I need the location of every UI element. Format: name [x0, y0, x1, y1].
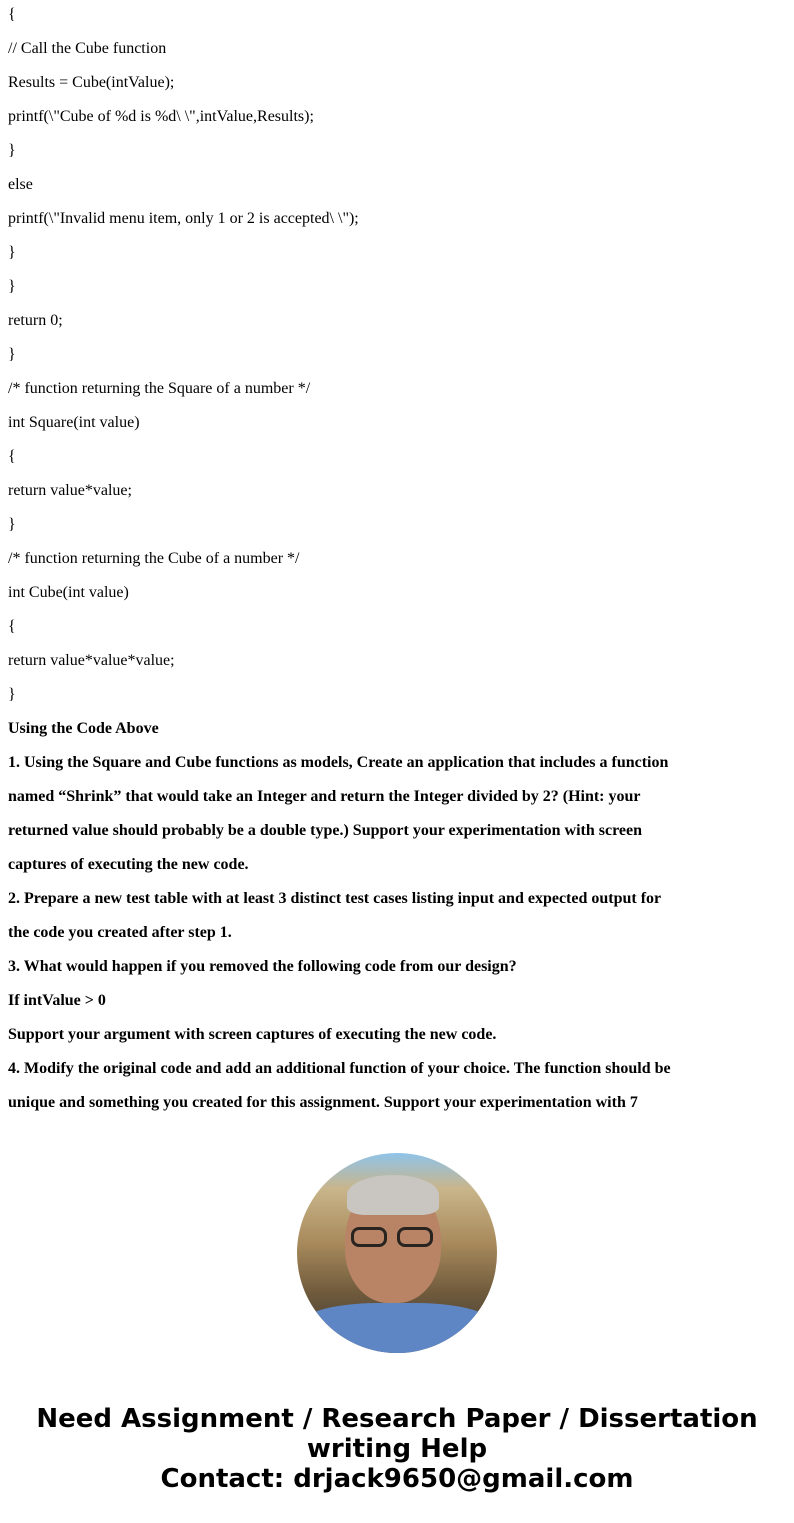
- code-line: return value*value*value;: [8, 652, 175, 669]
- code-line: }: [8, 346, 16, 363]
- code-line: }: [8, 278, 16, 295]
- contact-email: Contact: drjack9650@gmail.com: [160, 1464, 634, 1494]
- banner-line: Need Assignment / Research Paper / Dissertation: [36, 1404, 758, 1434]
- code-line: int Cube(int value): [8, 584, 129, 601]
- question-line: returned value should probably be a double type.) Support your experimentation with screen: [8, 822, 642, 839]
- code-line: else: [8, 176, 33, 193]
- code-line: Results = Cube(intValue);: [8, 74, 175, 91]
- question-line: named “Shrink” that would take an Integer and return the Integer divided by 2? (Hint: your: [8, 788, 641, 805]
- question-line: Support your argument with screen captures of executing the new code.: [8, 1026, 497, 1043]
- question-line: captures of executing the new code.: [8, 856, 249, 873]
- question-line: 1. Using the Square and Cube functions as models, Create an application that includes a function: [8, 754, 669, 771]
- code-line: /* function returning the Cube of a number */: [8, 550, 300, 567]
- code-line: printf(\"Cube of %d is %d\ \",intValue,Results);: [8, 108, 314, 125]
- code-line: {: [8, 6, 16, 23]
- document-body: [8, 0, 671, 1120]
- assignment-questions: [8, 712, 671, 1120]
- question-line: 3. What would happen if you removed the following code from our design?: [8, 958, 517, 975]
- code-line: /* function returning the Square of a number */: [8, 380, 311, 397]
- author-photo: [297, 1153, 497, 1353]
- question-line: unique and something you created for this assignment. Support your experimentation with 7: [8, 1094, 638, 1111]
- question-line: Using the Code Above: [8, 720, 159, 737]
- code-line: return 0;: [8, 312, 63, 329]
- code-line: return value*value;: [8, 482, 132, 499]
- code-line: printf(\"Invalid menu item, only 1 or 2 is accepted\ \");: [8, 210, 359, 227]
- banner-line: writing Help: [306, 1434, 488, 1464]
- glasses-icon: [351, 1227, 435, 1249]
- code-line: }: [8, 142, 16, 159]
- code-line: }: [8, 516, 16, 533]
- question-line: the code you created after step 1.: [8, 924, 232, 941]
- question-line: If intValue > 0: [8, 992, 106, 1009]
- question-line: 4. Modify the original code and add an additional function of your choice. The function should be: [8, 1060, 671, 1077]
- shirt: [297, 1303, 497, 1353]
- contact-banner: [0, 1404, 794, 1494]
- code-line: }: [8, 686, 16, 703]
- code-listing: [8, 0, 671, 712]
- code-line: {: [8, 448, 16, 465]
- code-line: }: [8, 244, 16, 261]
- code-line: {: [8, 618, 16, 635]
- hair: [347, 1175, 439, 1215]
- code-line: // Call the Cube function: [8, 40, 167, 57]
- question-line: 2. Prepare a new test table with at least 3 distinct test cases listing input and expected output for: [8, 890, 662, 907]
- code-line: int Square(int value): [8, 414, 140, 431]
